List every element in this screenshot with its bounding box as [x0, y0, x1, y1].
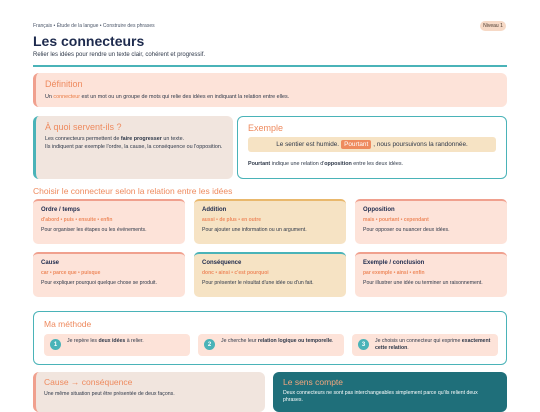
method-step-1 [44, 334, 190, 356]
step-text-c: . [407, 344, 409, 351]
step-text-b: relation logique ou temporelle [257, 338, 332, 344]
purpose-heading: À quoi servent-ils ? [45, 122, 122, 132]
example-sentence-b: , nous poursuivons la randonnée. [373, 141, 468, 148]
example-sentence-a: Le sentier est humide. [276, 141, 340, 148]
card-title: Addition [202, 207, 227, 213]
purpose-text [45, 136, 227, 151]
definition-text [45, 94, 289, 100]
step-number: 2 [204, 339, 215, 350]
example-box [237, 116, 507, 179]
step-text-a: Je repère les [67, 338, 99, 344]
card-title: Ordre / temps [41, 207, 81, 213]
meaning-text: Deux connecteurs ne sont pas interchangeables simplement parce qu'ils relient deux phrases. [283, 390, 478, 403]
step-text [375, 338, 493, 352]
step-text-c: . [332, 338, 334, 344]
purpose-line1-c: un texte. [161, 136, 185, 142]
step-text-a: Je choisis un connecteur qui exprime [375, 338, 462, 344]
card-desc: Pour ajouter une information ou un argument. [202, 227, 307, 233]
card-title: Exemple / conclusion [363, 260, 425, 266]
cause-consequence-box [33, 372, 265, 412]
title-divider [33, 65, 507, 67]
definition-text-b: est un mot ou un groupe de mots qui relie des idées en indiquant la relation entre elles. [80, 94, 290, 100]
cause-consequence-heading: Cause → conséquence [44, 377, 133, 387]
step-number: 1 [50, 339, 61, 350]
definition-heading: Définition [45, 79, 83, 89]
card-desc: Pour présenter le résultat d'une idée ou d'un fait. [202, 280, 314, 286]
card-exemple-conclusion [355, 252, 507, 297]
step-number: 3 [358, 339, 369, 350]
card-addition [194, 199, 346, 244]
method-step-3 [352, 334, 498, 356]
card-ordre [33, 199, 185, 244]
cause-consequence-text: Une même situation peut être présentée de deux façons. [44, 391, 175, 397]
method-heading: Ma méthode [44, 319, 92, 329]
card-words: d'abord • puis • ensuite • enfin [41, 217, 113, 223]
card-words: car • parce que • puisque [41, 270, 101, 276]
card-desc: Pour organiser les étapes ou les événements. [41, 227, 147, 233]
example-note-c: opposition [324, 161, 352, 167]
purpose-line2: Ils indiquent par exemple l'ordre, la cause, la conséquence ou l'opposition. [45, 143, 223, 150]
step-text-c: à relier. [125, 338, 144, 344]
card-title: Opposition [363, 207, 395, 213]
example-connector: Pourtant [341, 140, 371, 149]
definition-text-a: Un [45, 94, 54, 100]
step-text-a: Je cherche leur [221, 338, 258, 344]
card-consequence [194, 252, 346, 297]
card-title: Conséquence [202, 260, 242, 266]
section-heading: Choisir le connecteur selon la relation entre les idées [33, 186, 233, 196]
card-words: mais • pourtant • cependant [363, 217, 429, 223]
purpose-line1-b: faire progresser [120, 136, 162, 142]
step-text-b: deux idées [98, 338, 126, 344]
step-text-b: exactement cette relation [375, 338, 491, 351]
level-badge: Niveau 1 [480, 21, 506, 31]
card-cause [33, 252, 185, 297]
purpose-line1-a: Les connecteurs permettent de [45, 136, 121, 142]
example-note-d: entre les deux idées. [351, 161, 404, 167]
card-title: Cause [41, 260, 60, 266]
example-note-b: indique une relation d' [270, 161, 325, 167]
card-words: aussi • de plus • en outre [202, 217, 262, 223]
example-note [248, 161, 403, 167]
method-box [33, 311, 507, 365]
card-desc: Pour expliquer pourquoi quelque chose se produit. [41, 280, 157, 286]
page-title: Les connecteurs [33, 33, 145, 49]
card-opposition [355, 199, 507, 244]
card-desc: Pour illustrer une idée ou terminer un raisonnement. [363, 280, 483, 286]
meaning-heading: Le sens compte [283, 377, 344, 387]
meaning-box [273, 372, 507, 412]
definition-box [33, 73, 507, 107]
step-text [221, 338, 339, 345]
example-note-a: Pourtant [248, 161, 271, 167]
page-subtitle: Relier les idées pour rendre un texte clair, cohérent et progressif. [33, 52, 206, 58]
card-words: par exemple • ainsi • enfin [363, 270, 425, 276]
definition-highlight: connecteur [53, 94, 81, 100]
step-text [67, 338, 185, 345]
card-words: donc • ainsi • c'est pourquoi [202, 270, 269, 276]
card-desc: Pour opposer ou nuancer deux idées. [363, 227, 450, 233]
example-sentence [248, 137, 496, 152]
breadcrumb: Français • Étude de la langue • Construire des phrases [33, 23, 155, 29]
example-heading: Exemple [248, 123, 284, 133]
method-step-2 [198, 334, 344, 356]
purpose-box [33, 116, 233, 179]
